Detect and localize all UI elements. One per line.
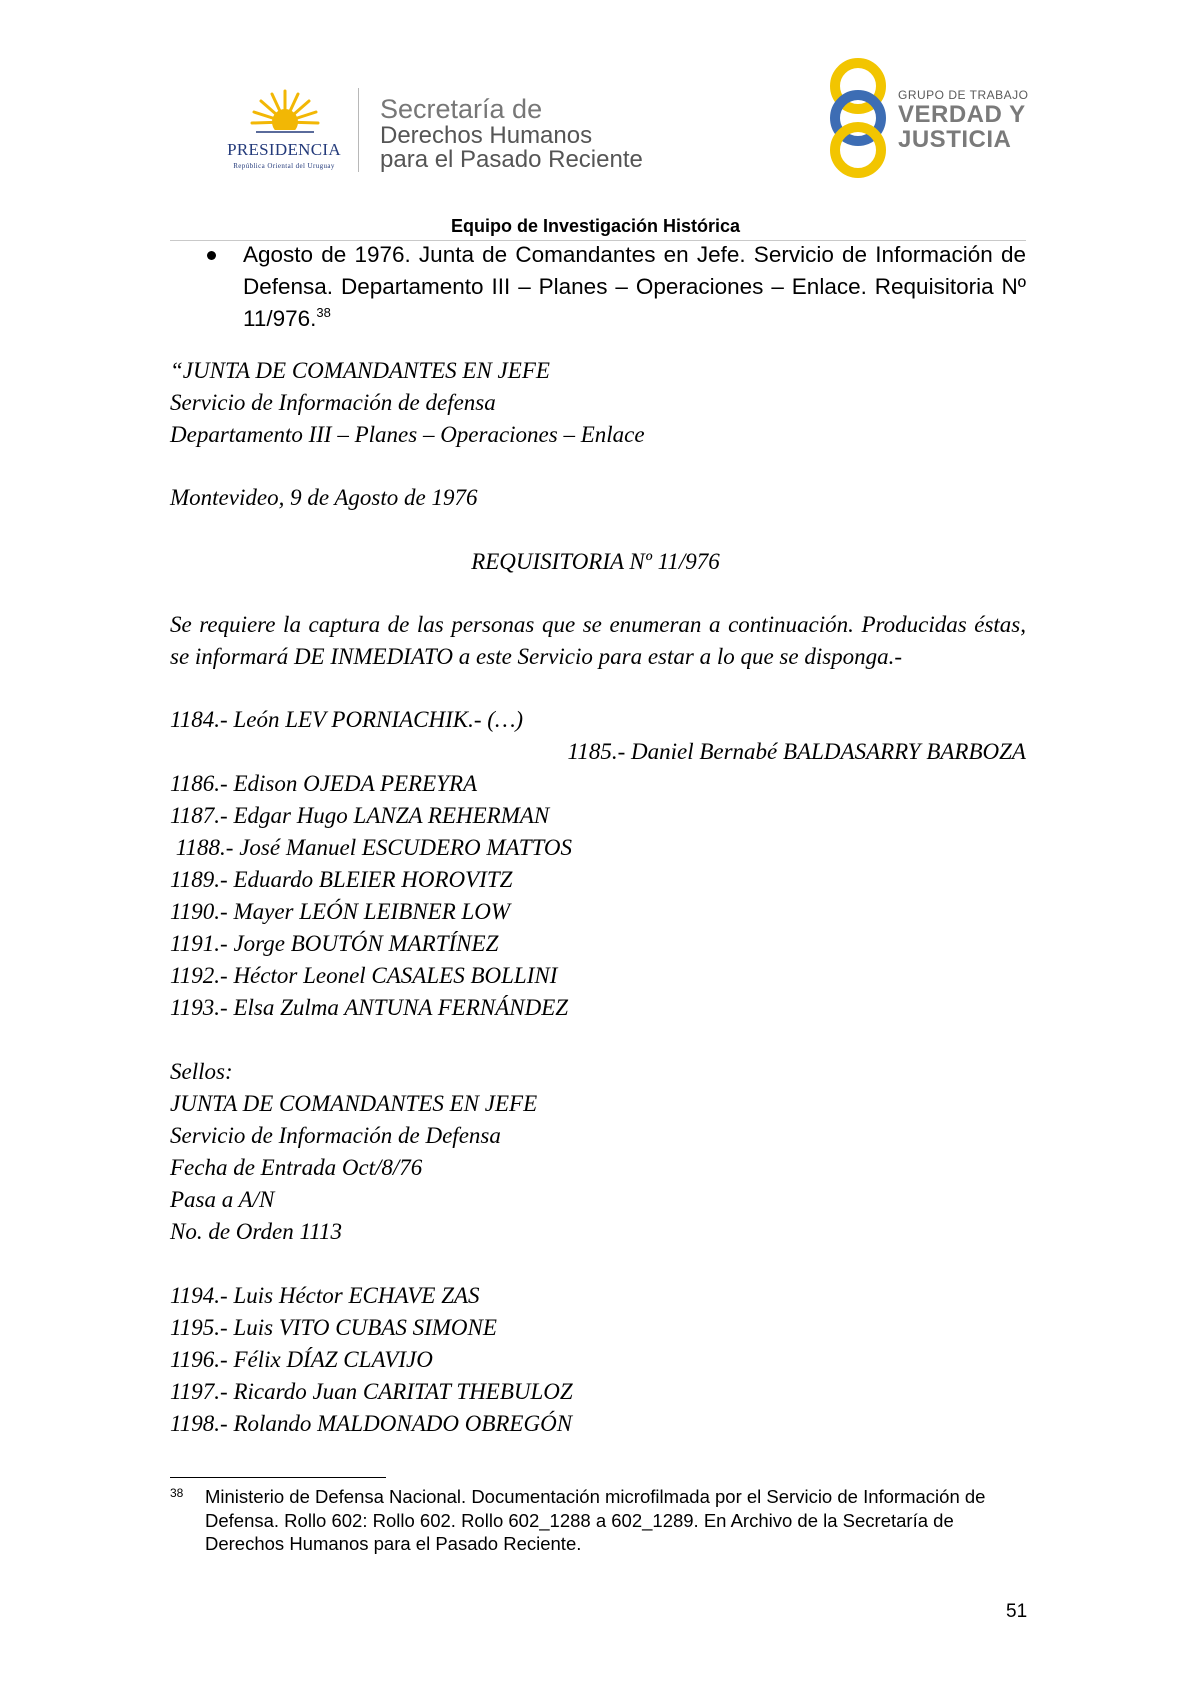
org-line-3: Departamento III – Planes – Operaciones – Enlace bbox=[170, 422, 645, 447]
vyj-line-2: VERDAD Y bbox=[898, 101, 1026, 128]
date-line: Montevideo, 9 de Agosto de 1976 bbox=[170, 485, 478, 510]
list-item: 1190.- Mayer LEÓN LEIBNER LOW bbox=[170, 899, 511, 924]
org-line-1: “JUNTA DE COMANDANTES EN JEFE bbox=[170, 358, 550, 383]
logo-divider bbox=[358, 88, 359, 172]
presidencia-subtitle: República Oriental del Uruguay bbox=[233, 162, 335, 170]
footnote-text: Ministerio de Defensa Nacional. Documentación microfilmada por el Servicio de Información de Defensa. Rollo 602: Rollo 602. Rollo 602_1288 a 602_1289. En Archivo de la Secretaría de Derechos Humanos para el Pasado Reciente. bbox=[205, 1486, 986, 1554]
list-item: 1196.- Félix DÍAZ CLAVIJO bbox=[170, 1347, 433, 1372]
footnote-number: 38 bbox=[170, 1486, 184, 1500]
sellos-label: Sellos: bbox=[170, 1059, 233, 1084]
list-item: 1198.- Rolando MALDONADO OBREGÓN bbox=[170, 1411, 573, 1436]
secretaria-logo-text bbox=[380, 94, 643, 172]
list-item: 1185.- Daniel Bernabé BALDASARRY BARBOZA bbox=[567, 739, 1026, 764]
list-item: 1194.- Luis Héctor ECHAVE ZAS bbox=[170, 1283, 480, 1308]
sellos-line: Pasa a A/N bbox=[170, 1187, 275, 1212]
sellos-line: No. de Orden 1113 bbox=[170, 1219, 343, 1244]
list-item: 1195.- Luis VITO CUBAS SIMONE bbox=[170, 1315, 497, 1340]
secretaria-line-2: Derechos Humanos bbox=[380, 122, 593, 149]
list-item: 1193.- Elsa Zulma ANTUNA FERNÁNDEZ bbox=[170, 995, 569, 1020]
bullet-dot-icon bbox=[207, 251, 216, 260]
verdad-justicia-logo-text bbox=[898, 88, 1028, 152]
header-title: Equipo de Investigación Histórica bbox=[450, 216, 741, 236]
list-item: 1192.- Héctor Leonel CASALES BOLLINI bbox=[170, 963, 558, 988]
request-paragraph: Se requiere la captura de las personas que se enumeran a continuación. Producidas éstas, se informará DE INMEDIATO a este Servicio para estar a lo que se disponga.- bbox=[170, 612, 1026, 669]
list-item: 1186.- Edison OJEDA PEREYRA bbox=[170, 771, 478, 796]
list-item: 1189.- Eduardo BLEIER HOROVITZ bbox=[170, 867, 513, 892]
list-item: 1188.- José Manuel ESCUDERO MATTOS bbox=[170, 835, 573, 860]
page-number: 51 bbox=[1006, 1601, 1028, 1622]
secretaria-line-1: Secretaría de bbox=[380, 94, 543, 124]
bullet-text: Agosto de 1976. Junta de Comandantes en Jefe. Servicio de Información de Defensa. Departamento III – Planes – Operaciones – Enlace. Requisitoria Nº 11/976. bbox=[243, 242, 1026, 331]
presidencia-logo bbox=[210, 88, 358, 174]
vyj-line-3: JUSTICIA bbox=[898, 126, 1012, 153]
sellos-line: Servicio de Información de Defensa bbox=[170, 1123, 501, 1148]
sellos-line: JUNTA DE COMANDANTES EN JEFE bbox=[170, 1091, 538, 1116]
requisitoria-title: REQUISITORIA Nº 11/976 bbox=[471, 549, 720, 574]
list-item: 1184.- León LEV PORNIACHIK.- (…) bbox=[170, 707, 524, 732]
vyj-line-1: GRUPO DE TRABAJO bbox=[898, 88, 1029, 102]
bullet-paragraph bbox=[243, 239, 1026, 335]
list-item: 1191.- Jorge BOUTÓN MARTÍNEZ bbox=[170, 931, 499, 956]
footnote-ref[interactable]: 38 bbox=[316, 305, 331, 320]
sellos-line: Fecha de Entrada Oct/8/76 bbox=[170, 1155, 423, 1180]
list-item: 1197.- Ricardo Juan CARITAT THEBULOZ bbox=[170, 1379, 573, 1404]
secretaria-line-3: para el Pasado Reciente bbox=[380, 146, 643, 173]
sun-emblem-icon bbox=[250, 88, 320, 140]
footnote-rule bbox=[170, 1477, 386, 1478]
org-line-2: Servicio de Información de defensa bbox=[170, 390, 496, 415]
list-item: 1187.- Edgar Hugo LANZA REHERMAN bbox=[170, 803, 550, 828]
presidencia-wordmark: PRESIDENCIA bbox=[227, 140, 341, 159]
